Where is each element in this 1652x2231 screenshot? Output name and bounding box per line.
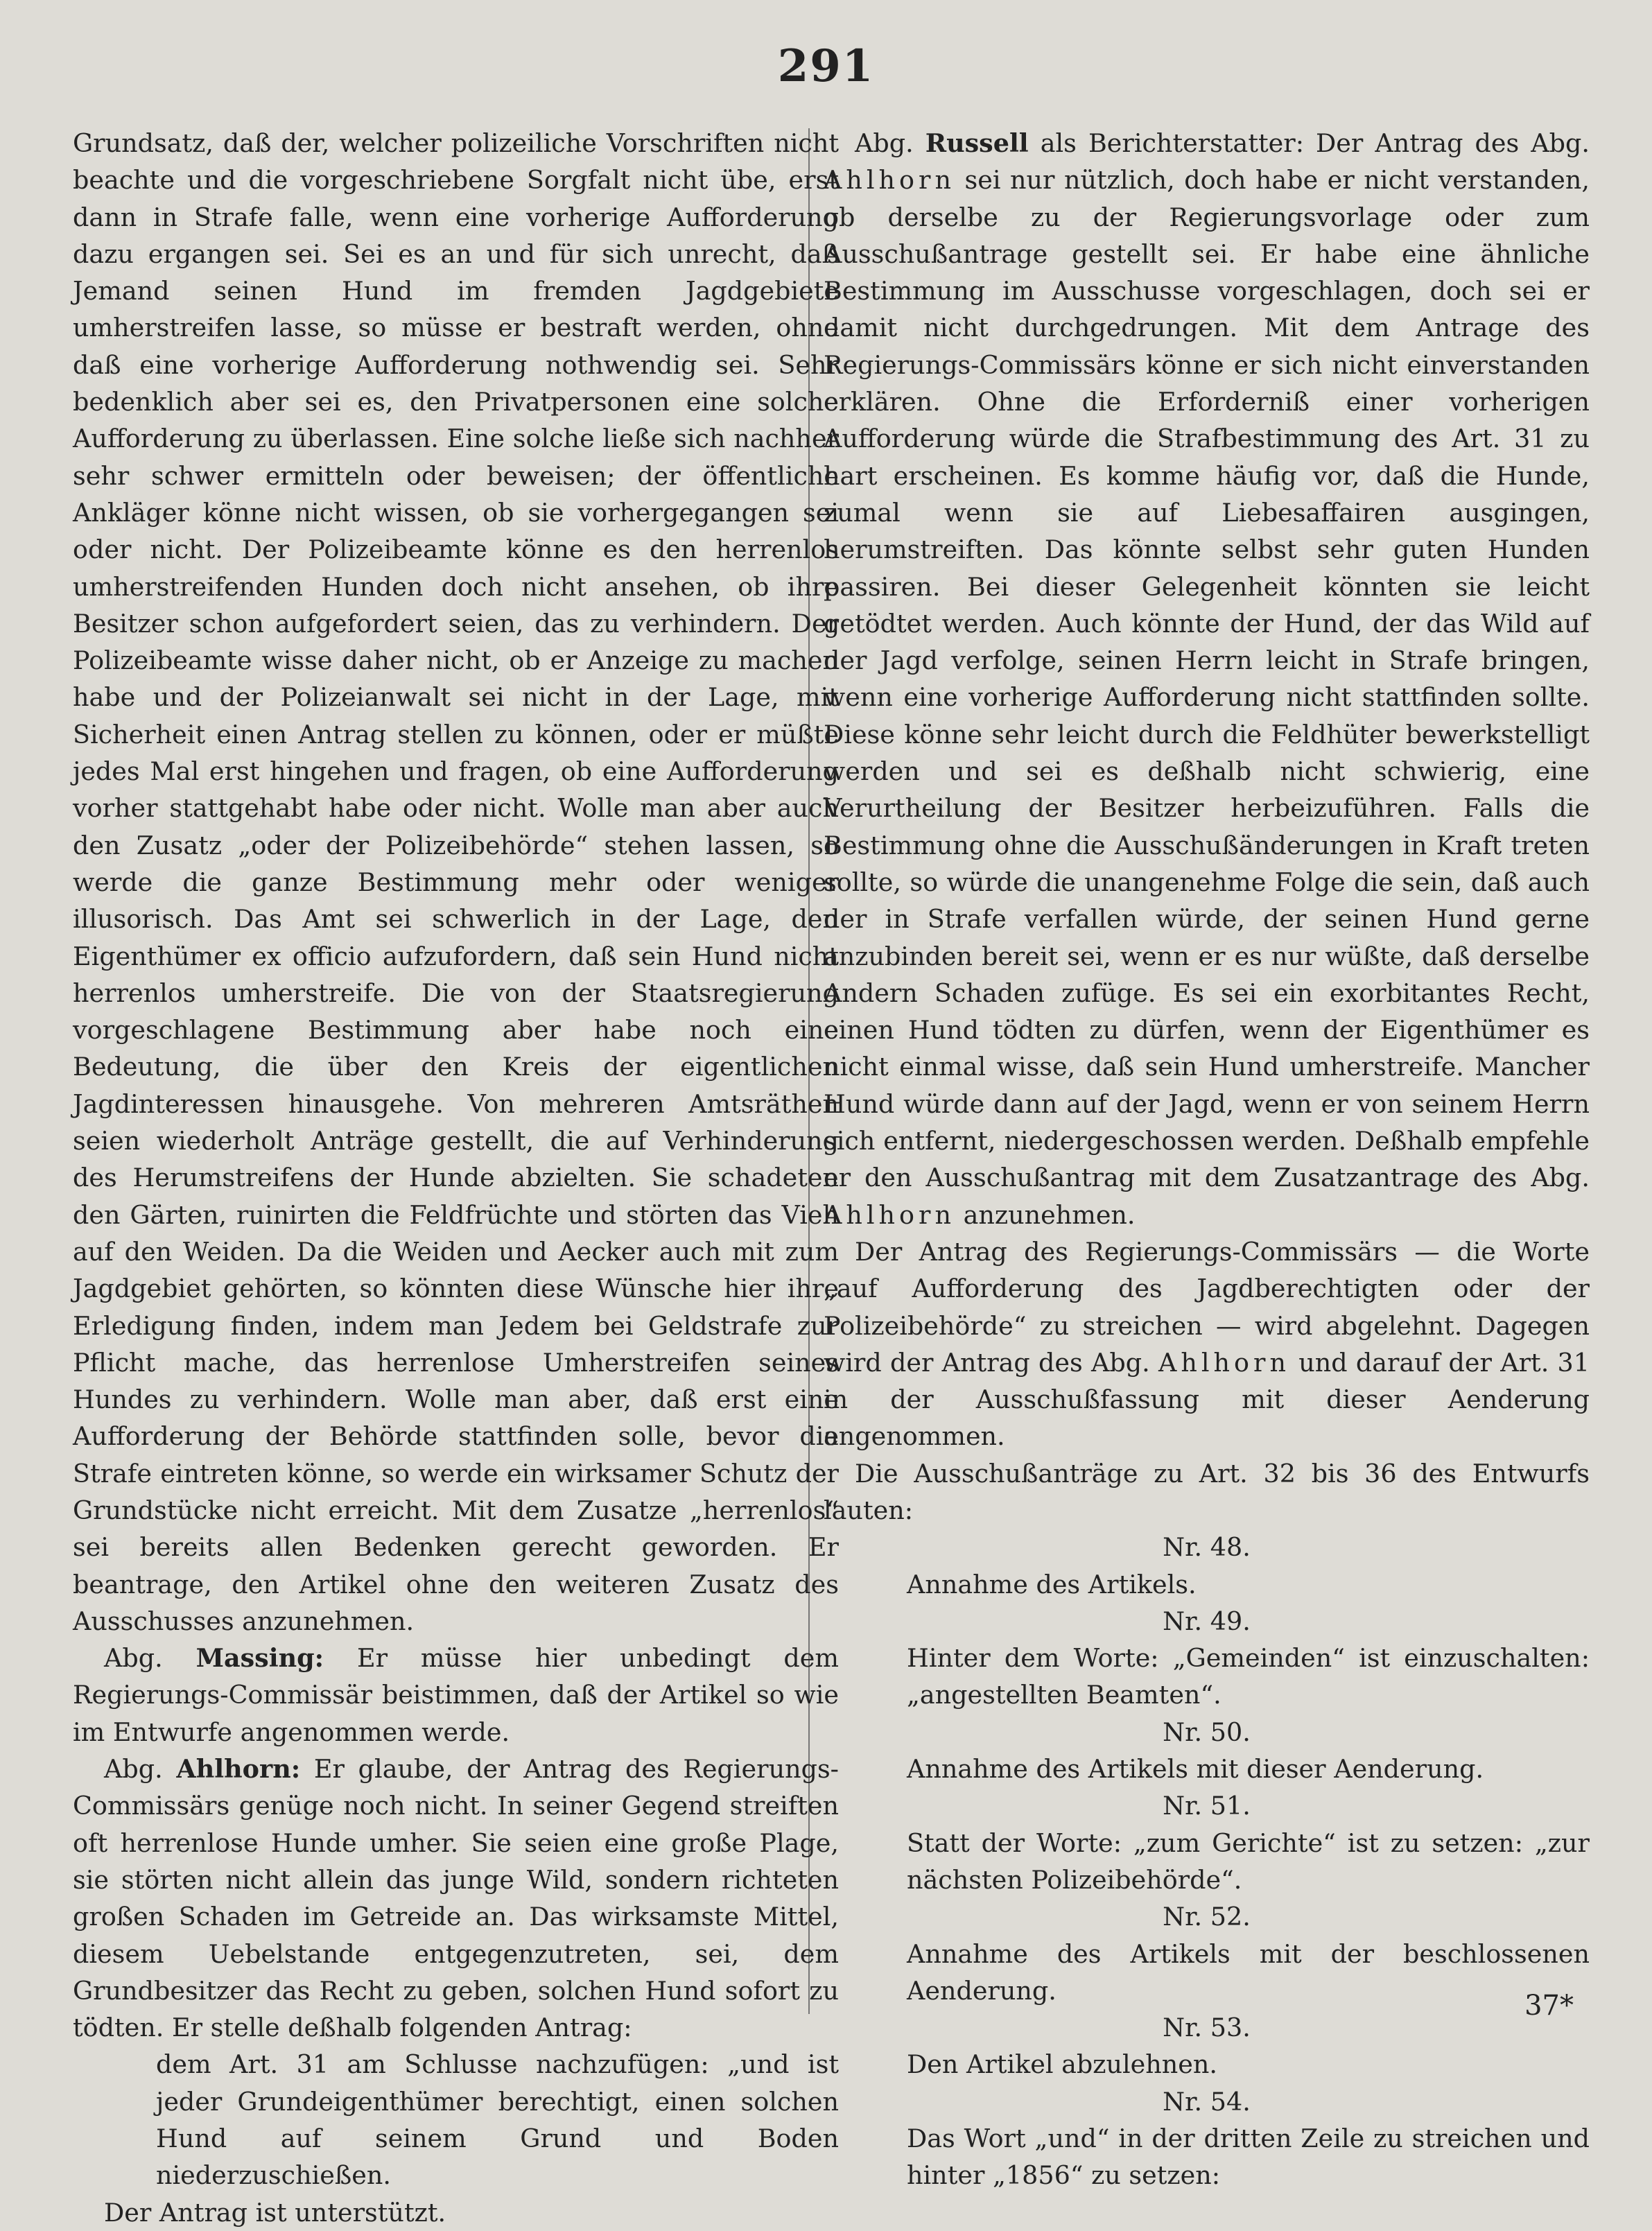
speech-text: als Berichterstatter: Der Antrag des Abg. (1040, 128, 1590, 158)
left-column (73, 125, 839, 2231)
speech-text: anzunehmen. (963, 1199, 1136, 1230)
proposal-text-54: Das Wort „und“ in der dritten Zeile zu streichen und hinter „1856“ zu setzen: (907, 2124, 1590, 2191)
proposal-heading-51: Nr. 51. (1163, 1791, 1251, 1821)
proposal-heading-50: Nr. 50. (1163, 1717, 1251, 1747)
proposal-text-48: Annahme des Artikels. (907, 1569, 1197, 1599)
left-paragraph-supported: Der Antrag ist unterstützt. (104, 2197, 446, 2228)
right-paragraph-committee: Die Ausschußanträge zu Art. 32 bis 36 des Entwurfs lauten: (824, 1458, 1590, 1525)
proposal-heading-49: Nr. 49. (1163, 1606, 1251, 1636)
proposal-heading-54: Nr. 54. (1163, 2086, 1251, 2117)
left-paragraph-massing (73, 1640, 839, 1751)
speech-text: Er müsse hier unbedingt dem Regierungs-Commissär beistimmen, daß der Artikel so wie im Entwurfe angenommen werde. (73, 1643, 840, 1747)
proposal-heading-52: Nr. 52. (1163, 1902, 1251, 1932)
proposal-text-51: Statt der Worte: „zum Gerichte“ ist zu setzen: „zur nächsten Polizeibehörde“. (907, 1828, 1590, 1895)
vote-text: und darauf der Art. 31 in der Ausschußfassung mit dieser Aenderung angenommen. (824, 1347, 1590, 1452)
speaker-name-massing: Massing: (195, 1643, 324, 1674)
right-paragraph-vote (824, 1233, 1590, 1455)
speaker-prefix: Abg. (855, 128, 914, 158)
speech-text: Er glaube, der Antrag des Regierungs-Commissärs genüge noch nicht. In seiner Gegend streiften oft herrenlose Hunde umher. Sie seien eine große Plage, sie störten nicht allein das junge Wild, sondern richteten großen Schaden im Getreide an. Das wirksamste Mittel, diesem Uebelstande entgegenzutreten, sei, dem Grundbesitzer das Recht zu geben, solchen Hund sofort zu tödten. Er stelle deßhalb folgenden Antrag: (73, 1754, 840, 2043)
spaced-name: Ahlhorn (824, 165, 955, 196)
right-paragraph-russell (824, 125, 1590, 1233)
motion-quote: dem Art. 31 am Schlusse nachzufügen: „und ist jeder Grundeigenthümer berechtigt, einen solchen Hund auf seinem Grund und Boden niederzuschießen. (156, 2049, 839, 2191)
proposal-heading-53: Nr. 53. (1163, 2013, 1251, 2043)
speaker-name-russell: Russell (925, 128, 1029, 158)
proposal-heading-48: Nr. 48. (1163, 1532, 1251, 1563)
vote-text: Der Antrag des Regierungs-Commissärs — die Worte „auf Aufforderung des Jagdberechtigten oder der Polizeibehörde“ zu streichen — wird abgelehnt. Dagegen wird der Antrag des Abg. (824, 1236, 1590, 1378)
left-paragraph-1: Grundsatz, daß der, welcher polizeiliche Vorschriften nicht beachte und die vorgeschriebene Sorgfalt nicht übe, erst dann in Strafe falle, wenn eine vorherige Aufforderung dazu ergangen sei. Sei es an und für sich unrecht, daß Jemand seinen Hund im fremden Jagdgebiete umherstreifen lasse, so müsse er bestraft werden, ohne daß eine vorherige Aufforderung nothwendig sei. Sehr bedenklich aber sei es, den Privatpersonen eine solche Aufforderung zu überlassen. Eine solche ließe sich nachher sehr schwer ermitteln oder beweisen; der öffentliche Ankläger könne nicht wissen, ob sie vorhergegangen sei oder nicht. Der Polizeibeamte könne es den herrenlos umherstreifenden Hunden doch nicht ansehen, ob ihre Besitzer schon aufgefordert seien, das zu verhindern. Der Polizeibeamte wisse daher nicht, ob er Anzeige zu machen habe und der Polizeianwalt sei nicht in der Lage, mit Sicherheit einen Antrag stellen zu können, oder er müßte jedes Mal erst hingehen und fragen, ob eine Aufforderung vorher stattgehabt habe oder nicht. Wolle man aber auch den Zusatz „oder der Polizeibehörde“ stehen lassen, so werde die ganze Bestimmung mehr oder weniger illusorisch. Das Amt sei schwerlich in der Lage, den Eigenthümer ex officio aufzufordern, daß sein Hund nicht herrenlos umherstreife. Die von der Staatsregierung vorgeschlagene Bestimmung aber habe noch eine Bedeutung, die über den Kreis der eigentlichen Jagdinteressen hinausgehe. Von mehreren Amtsräthen seien wiederholt Anträge gestellt, die auf Verhinderung des Herumstreifens der Hunde abzielten. Sie schadeten den Gärten, ruinirten die Feldfrüchte und störten das Vieh auf den Weiden. Da die Weiden und Aecker auch mit zum Jagdgebiet gehörten, so könnten diese Wünsche hier ihre Erledigung finden, indem man Jedem bei Geldstrafe zur Pflicht mache, das herrenlose Umherstreifen seines Hundes zu verhindern. Wolle man aber, daß erst eine Aufforderung der Behörde stattfinden solle, bevor die Strafe eintreten könne, so werde ein wirksamer Schutz der Grundstücke nicht erreicht. Mit dem Zusatze „herrenlos“ sei bereits allen Bedenken gerecht geworden. Er beantrage, den Artikel ohne den weiteren Zusatz des Ausschusses anzunehmen. (73, 128, 839, 1636)
proposal-text-50: Annahme des Artikels mit dieser Aenderung. (907, 1754, 1484, 1785)
right-column (824, 125, 1590, 2194)
proposal-text-53: Den Artikel abzulehnen. (907, 2049, 1217, 2080)
left-paragraph-ahlhorn (73, 1751, 839, 2046)
signature-mark: 37* (1524, 1990, 1574, 2022)
proposal-text-49: Hinter dem Worte: „Gemeinden“ ist einzuschalten: „angestellten Beamten“. (907, 1643, 1590, 1710)
speaker-name-ahlhorn: Ahlhorn: (176, 1754, 301, 1785)
proposal-text-52: Annahme des Artikels mit der beschlossenen Aenderung. (907, 1938, 1590, 2006)
speaker-prefix: Abg. (104, 1754, 163, 1785)
page-number: 291 (777, 40, 875, 92)
speaker-prefix: Abg. (104, 1643, 163, 1674)
spaced-name: Ahlhorn (1158, 1347, 1290, 1378)
spaced-name: Ahlhorn (824, 1199, 955, 1230)
speech-text: sei nur nützlich, doch habe er nicht verstanden, ob derselbe zu der Regierungsvorlage oder zum Ausschußantrage gestellt sei. Er habe eine ähnliche Bestimmung im Ausschusse vorgeschlagen, doch sei er damit nicht durchgedrungen. Mit dem Antrage des Regierungs-Commissärs könne er sich nicht einverstanden erklären. Ohne die Erforderniß einer vorherigen Aufforderung würde die Strafbestimmung des Art. 31 zu hart erscheinen. Es komme häufig vor, daß die Hunde, zumal wenn sie auf Liebesaffairen ausgingen, herumstreiften. Das könnte selbst sehr guten Hunden passiren. Bei dieser Gelegenheit könnten sie leicht getödtet werden. Auch könnte der Hund, der das Wild auf der Jagd verfolge, seinen Herrn leicht in Strafe bringen, wenn eine vorherige Aufforderung nicht stattfinden sollte. Diese könne sehr leicht durch die Feldhüter bewerkstelligt werden und sei es deßhalb nicht schwierig, eine Verurtheilung der Besitzer herbeizuführen. Falls die Bestimmung ohne die Ausschußänderungen in Kraft treten sollte, so würde die unangenehme Folge die sein, daß auch der in Strafe verfallen würde, der seinen Hund gerne anzubinden bereit sei, wenn er es nur wüßte, daß derselbe Andern Schaden zufüge. Es sei ein exorbitantes Recht, einen Hund tödten zu dürfen, wenn der Eigenthümer es nicht einmal wisse, daß sein Hund umherstreife. Mancher Hund würde dann auf der Jagd, wenn er von seinem Herrn sich entfernt, niedergeschossen werden. Deßhalb empfehle er den Ausschußantrag mit dem Zusatzantrage des Abg. (824, 165, 1590, 1193)
